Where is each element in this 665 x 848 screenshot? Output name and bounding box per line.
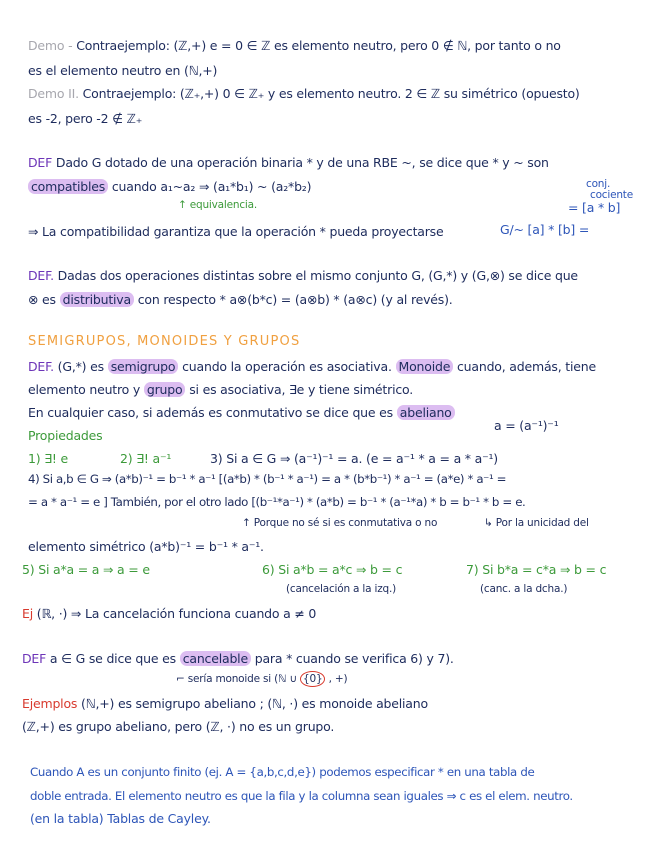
ej-text: (ℝ, ·) ⇒ La cancelación funciona cuando a ≠ 0 xyxy=(36,606,317,621)
term-cancelable: cancelable xyxy=(180,651,251,666)
def-cancel-note-a: ⌐ sería monoide si (ℕ ∪ xyxy=(176,673,297,685)
note-conj: conj. xyxy=(586,178,611,190)
section-title-semigrupos: SEMIGRUPOS, MONOIDES Y GRUPOS xyxy=(28,334,301,349)
ejemplos-text1: (ℕ,+) es semigrupo abeliano ; (ℕ, ·) es monoide abeliano xyxy=(81,696,428,711)
circled-zero: {0} xyxy=(300,671,325,687)
term-abeliano: abeliano xyxy=(397,405,455,420)
semigrupos-line1a: (G,*) es xyxy=(57,359,104,374)
def-cancel-line1 xyxy=(22,651,454,666)
demo2-text: Contraejemplo: (ℤ₊,+) 0 ∈ ℤ₊ y es elemento neutro. 2 ∈ ℤ su simétrico (opuesto) xyxy=(82,86,580,101)
term-compatibles: compatibles xyxy=(28,179,108,194)
ej-label: Ej xyxy=(22,606,33,621)
note-class-product: = [a * b] xyxy=(568,200,621,215)
demo1-line2: es el elemento neutro en (ℕ,+) xyxy=(28,63,218,78)
def-compat-label: DEF xyxy=(28,155,53,170)
def-compat-line3-tail: G/~ [a] * [b] = xyxy=(500,222,590,237)
prop-7: 7) Si b*a = c*a ⇒ b = c xyxy=(466,562,607,577)
semigrupos-line2b: si es asociativa, ∃e y tiene simétrico. xyxy=(189,382,414,397)
semigrupos-line2 xyxy=(28,382,413,397)
note-equivalencia: ↑ equivalencia. xyxy=(178,199,257,211)
ejemplos-label: Ejemplos xyxy=(22,696,78,711)
prop-7-note: (canc. a la dcha.) xyxy=(480,583,568,595)
semigrupos-line3 xyxy=(28,405,455,420)
demo2-line2: es -2, pero -2 ∉ ℤ₊ xyxy=(28,111,143,126)
def-distrib-line2a: ⊗ es xyxy=(28,292,56,307)
semigrupos-label: DEF. xyxy=(28,359,54,374)
def-cancel-line1b: para * cuando se verifica 6) y 7). xyxy=(254,651,454,666)
def-distrib-text: Dadas dos operaciones distintas sobre el mismo conjunto G, (G,*) y (G,⊗) se dice que xyxy=(57,268,578,283)
prop-4-note1: ↑ Porque no sé si es conmutativa o no xyxy=(242,517,438,529)
semigrupos-line3a: En cualquier caso, si además es conmutativo se dice que es xyxy=(28,405,393,420)
def-cancel-note-b: , +) xyxy=(328,673,348,685)
def-compat-line2 xyxy=(28,179,311,194)
prop-4-note2: ↳ Por la unicidad del xyxy=(484,517,589,529)
def-compat-line3: ⇒ La compatibilidad garantiza que la operación * pueda proyectarse xyxy=(28,224,444,239)
demo1-label: Demo - xyxy=(28,38,73,53)
prop-3: 3) Si a ∈ G ⇒ (a⁻¹)⁻¹ = a. (e = a⁻¹ * a = a * a⁻¹) xyxy=(210,451,498,466)
def-distrib-line2b: con respecto * a⊗(b*c) = (a⊗b) * (a⊗c) (y al revés). xyxy=(137,292,453,307)
ejemplos-line1 xyxy=(22,696,428,711)
ejemplos-line2: (ℤ,+) es grupo abeliano, pero (ℤ, ·) no es un grupo. xyxy=(22,719,335,734)
def-cancel-note xyxy=(176,673,347,685)
note-cociente: cociente xyxy=(590,189,633,201)
prop-4b: = a * a⁻¹ = e ] También, por el otro lado [(b⁻¹*a⁻¹) * (a*b) = b⁻¹ * (a⁻¹*a) * b = b⁻¹ * b = e. xyxy=(28,495,526,509)
semigrupos-line1c: cuando, además, tiene xyxy=(457,359,596,374)
demo1-text: Contraejemplo: (ℤ,+) e = 0 ∈ ℤ es elemento neutro, pero 0 ∉ ℕ, por tanto o no xyxy=(76,38,561,53)
def-compat-line1 xyxy=(28,155,549,170)
cayley-line2: doble entrada. El elemento neutro es que la fila y la columna sean iguales ⇒ c es el elem. neutro. xyxy=(30,789,573,803)
prop-5: 5) Si a*a = a ⇒ a = e xyxy=(22,562,150,577)
cayley-line1: Cuando A es un conjunto finito (ej. A = {a,b,c,d,e}) podemos especificar * en una tabla de xyxy=(30,765,535,779)
prop-6: 6) Si a*b = a*c ⇒ b = c xyxy=(262,562,403,577)
prop-1: 1) ∃! e xyxy=(28,451,68,466)
def-cancel-line1a: a ∈ G se dice que es xyxy=(49,651,176,666)
ej-line xyxy=(22,606,316,621)
def-compat-line2-text: cuando a₁~a₂ ⇒ (a₁*b₁) ~ (a₂*b₂) xyxy=(111,179,312,194)
def-distrib-label: DEF. xyxy=(28,268,54,283)
def-distrib-line2 xyxy=(28,292,453,307)
semigrupos-line1b: cuando la operación es asociativa. xyxy=(182,359,392,374)
demo1-line1 xyxy=(28,38,561,53)
term-monoide: Monoide xyxy=(396,359,454,374)
term-distributiva: distributiva xyxy=(60,292,134,307)
def-compat-text: Dado G dotado de una operación binaria * y de una RBE ~, se dice que * y ~ son xyxy=(55,155,549,170)
semigrupos-line2a: elemento neutro y xyxy=(28,382,141,397)
term-semigrupo: semigrupo xyxy=(108,359,179,374)
def-cancel-label: DEF xyxy=(22,651,47,666)
demo2-label: Demo II. xyxy=(28,86,79,101)
def-distrib-line1 xyxy=(28,268,578,283)
cayley-line3: (en la tabla) Tablas de Cayley. xyxy=(30,811,211,826)
prop-4c: elemento simétrico (a*b)⁻¹ = b⁻¹ * a⁻¹. xyxy=(28,539,264,554)
prop-2: 2) ∃! a⁻¹ xyxy=(120,451,172,466)
semigrupos-line1 xyxy=(28,359,596,374)
propiedades-side: a = (a⁻¹)⁻¹ xyxy=(494,418,559,433)
term-grupo: grupo xyxy=(144,382,186,397)
demo2-line1 xyxy=(28,86,580,101)
prop-4a: 4) Si a,b ∈ G ⇒ (a*b)⁻¹ = b⁻¹ * a⁻¹ [(a*b) * (b⁻¹ * a⁻¹) = a * (b*b⁻¹) * a⁻¹ = (a*e) * a⁻¹ = xyxy=(28,472,507,486)
prop-6-note: (cancelación a la izq.) xyxy=(286,583,397,595)
propiedades-label: Propiedades xyxy=(28,428,103,443)
